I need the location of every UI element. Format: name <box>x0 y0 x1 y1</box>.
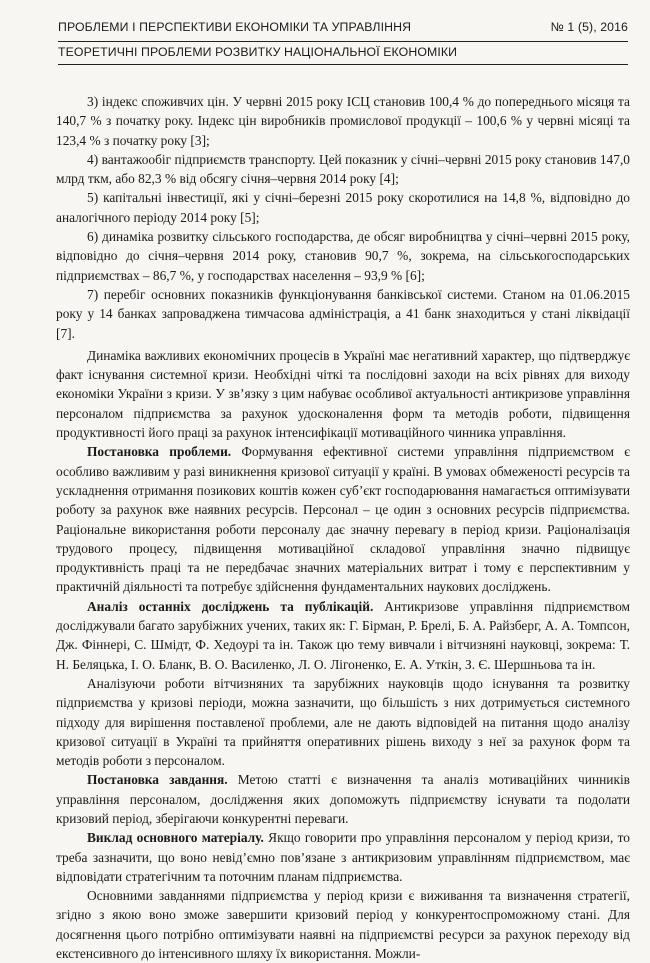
list-item: 6) динаміка розвитку сільського господарства, де обсяг виробництва у січні–червні 2015 року, відповідно до січня–червня 2014 року, становив 90,7 %, зокрема, на сільськогосподарських підприємствах – 86,7 %, у господарствах населення – 93,9 % [6]; <box>56 229 630 283</box>
list-item: 7) перебіг основних показників функціонування банківської системи. Станом на 01.06.2015 року у 14 банках запроваджена тимчасова адміністрація, а 41 банк знаходиться у стані ліквідації [7]. <box>56 286 630 341</box>
list-item: 4) вантажообіг підприємств транспорту. Цей показник у січні–червні 2015 року становив 147,0 млрд ткм, або 82,3 % від обсягу січня–червня 2014 року [4]; <box>56 151 630 187</box>
dynamics-paragraph: Динаміка важливих економічних процесів в Україні має негативний характер, що підтверджує факт існування системної кризи. Необхідні чіткі та послідовні заходи на всіх рівнях для виходу економіки України з кризи. У зв’язку з цим набуває особливої актуальності антикризове управління персоналом підприємства за рахунок удосконалення форм та методів роботи, підвищення продуктивності його праці за рахунок інтенсифікації мотиваційного чинника управління. <box>56 347 630 441</box>
problem-text: Формування ефективної системи управління підприємством є особливо важливим у разі виникнення кризової ситуації у країні. В умовах обмеженості ресурсів та ускладнення отримання позикових коштів кожен суб’єкт господарювання намагається оптимізувати роботу за рахунок вже наявних ресурсів. Персонал – це один з основних ресурсів підприємства. Раціональне використання роботи персоналу дає значну перевагу в період кризи. Раціоналізація трудового процесу, підвищення мотиваційної складової управління значно підвищує продуктивність праці та не передбачає значних матеріальних витрат і тому є перспективним у практичній діяльності та потребує здійснення фундаментальних наукових досліджень. <box>56 444 630 595</box>
issue-number: № 1 (5), 2016 <box>550 20 628 34</box>
analysis-paragraph <box>56 597 630 674</box>
task-text: Метою статті є визначення та аналіз мотиваційних чинників управління персоналом, дослідження яких допоможуть підприємству існувати та подолати кризовий період, зберігаючи конкурентні переваги. <box>56 772 630 826</box>
task-paragraph <box>56 770 630 828</box>
task-heading: Постановка завдання. <box>87 772 228 788</box>
section-title: ТЕОРЕТИЧНІ ПРОБЛЕМИ РОЗВИТКУ НАЦІОНАЛЬНОЇ ЕКОНОМІКИ <box>58 45 458 59</box>
analysis-text: Антикризове управління підприємством досліджували багато зарубіжних учених, таких як: Г. Бірман, Р. Брелі, Б. А. Райзберг, А. А. Томпсон, Дж. Фіннері, С. Шмідт, Ф. Хедоурі та ін. Також цю тему вивчали і вітчизняні науковці, зокрема: Т. Н. Беляцька, І. О. Бланк, В. О. Василенко, Л. О. Лігоненко, Е. А. Уткін, З. Є. Шершньова та ін. <box>56 598 630 672</box>
analysis-followup-paragraph: Аналізуючи роботи вітчизняних та зарубіжних науковців щодо існування та розвитку підприємства у кризові періоди, можна зазначити, що більшість з них дотримується системного підходу для вирішення поставленої проблеми, але не дають відповідей на питання щодо аналізу кризової ситуації в Україні та прийняття оперативних рішень виходу з неї за рахунок форм та методів роботи з персоналом. <box>56 675 630 769</box>
analysis-heading: Аналіз останніх досліджень та публікацій. <box>87 598 374 614</box>
main-material-heading: Виклад основного матеріалу. <box>87 830 264 846</box>
header-rule <box>58 41 628 42</box>
problem-heading: Постановка проблеми. <box>87 444 232 460</box>
running-header <box>58 20 628 34</box>
article-body <box>56 92 630 963</box>
main-material-text: Якщо говорити про управління персоналом у період кризи, то треба зазначити, що воно невід’ємно пов’язане з антикризовим управлінням підприємством, має відповідати стратегічним та поточним планам підприємства. <box>56 830 630 884</box>
section-rule <box>58 64 628 65</box>
main-material-paragraph <box>56 828 630 886</box>
problem-paragraph <box>56 442 630 596</box>
list-item: 5) капітальні інвестиції, які у січні–березні 2015 року скоротилися на 14,8 %, відповідно до аналогічного періоду 2014 року [5]; <box>56 190 630 225</box>
final-paragraph: Основними завданнями підприємства у період кризи є виживання та визначення стратегії, згідно з якою воно зможе завершити кризовий період у конкурентоспроможному стані. Для досягнення цього потрібно оптимізувати наявні на підприємстві ресурси за рахунок переходу від екстенсивного до інтенсивного шляху їх використання. Можли- <box>56 888 630 962</box>
journal-title: ПРОБЛЕМИ І ПЕРСПЕКТИВИ ЕКОНОМІКИ ТА УПРАВЛІННЯ <box>58 20 412 34</box>
list-item: 3) індекс споживчих цін. У червні 2015 року ІСЦ становив 100,4 % до попереднього місяця та 140,7 % з початку року. Індекс цін виробників промислової продукції – 100,6 % у червні місяці та 123,4 % з початку року [3]; <box>56 94 630 148</box>
